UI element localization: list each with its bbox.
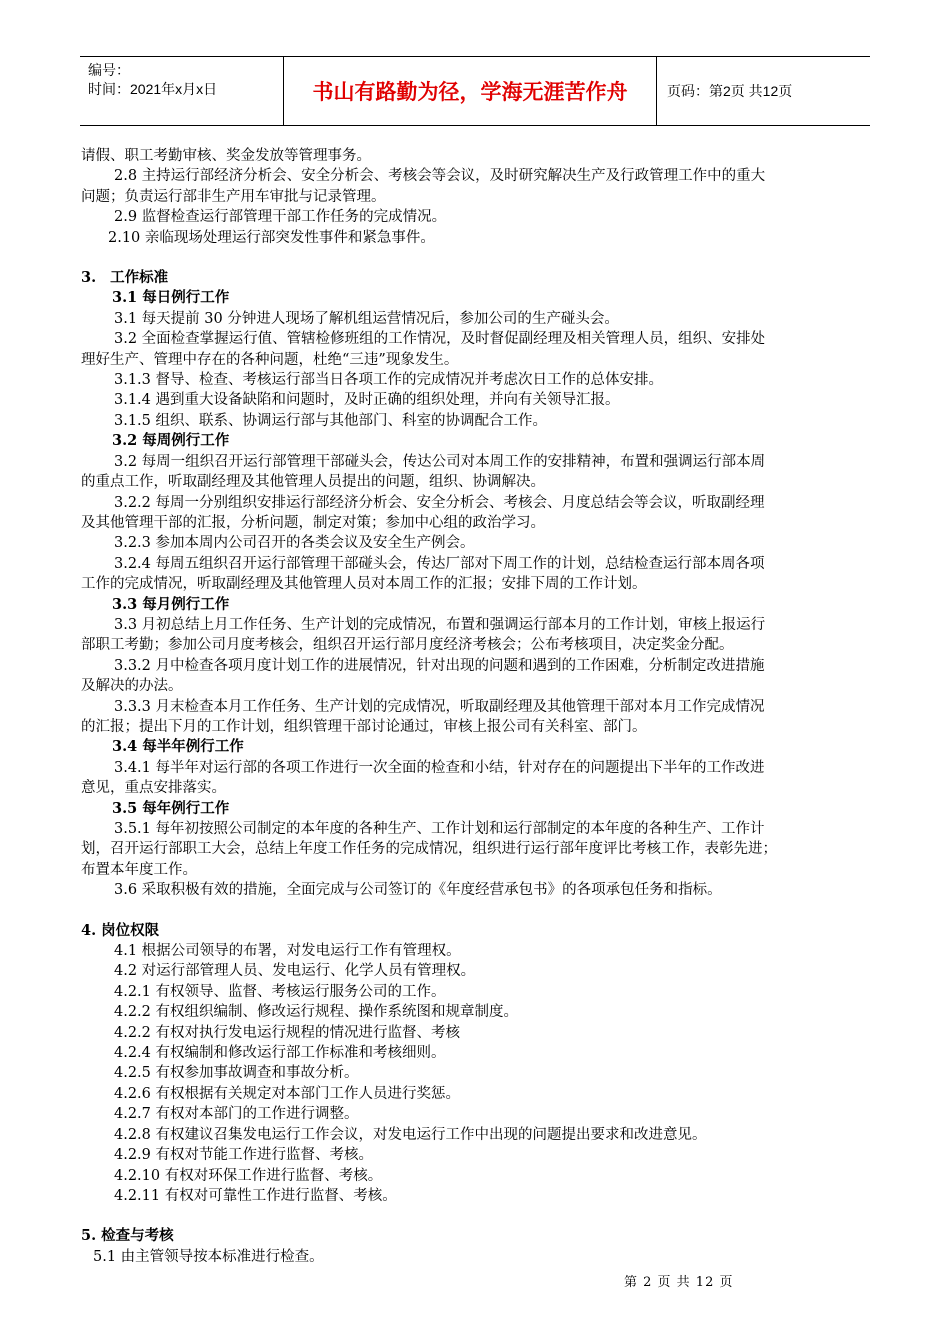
paragraph: 3.3 月初总结上月工作任务、生产计划的完成情况，布置和强调运行部本月的工作计划，审核上报运行 (114, 616, 766, 633)
paragraph: 3.2 全面检查掌握运行值、管辖检修班组的工作情况，及时督促副经理及相关管理人员，组织、安排处 (114, 331, 766, 348)
paragraph: 5.1 由主管领导按本标准进行检查。 (93, 1248, 324, 1265)
list-item: 4.2.4 有权编制和修改运行部工作标准和考核细则。 (114, 1045, 446, 1062)
subsection-heading: 3.1 每日例行工作 (112, 289, 230, 307)
paragraph: 意见，重点安排落实。 (81, 780, 226, 797)
list-item: 4.2 对运行部管理人员、发电运行、化学人员有管理权。 (114, 963, 476, 980)
paragraph: 理好生产、管理中存在的各种问题，杜绝“三违”现象发生。 (81, 351, 459, 368)
paragraph: 3.2.2 每周一分别组织安排运行部经济分析会、安全分析会、考核会、月度总结会等会议，听取副经理 (114, 494, 765, 511)
paragraph: 3.2.3 参加本周内公司召开的各类会议及安全生产例会。 (114, 535, 475, 552)
subsection-heading: 3.5 每年例行工作 (112, 799, 230, 817)
page-footer: 第 2 页 共 12 页 (624, 1275, 734, 1290)
subsection-heading: 3.3 每月例行工作 (112, 595, 230, 613)
paragraph: 划，召开运行部职工大会，总结上年度工作任务的完成情况，组织进行运行部年度评比考核工作，表彰先进； (81, 841, 777, 858)
list-item: 4.2.10 有权对环保工作进行监督、考核。 (114, 1167, 383, 1184)
subsection-heading: 3.2 每周例行工作 (112, 432, 230, 450)
section-title: 工作标准 (110, 269, 169, 287)
section-number: 3. (81, 269, 97, 287)
list-item: 4.2.2 有权对执行发电运行规程的情况进行监督、考核 (114, 1024, 461, 1041)
header-page-info: 页码：第2页 共12页 (667, 83, 793, 99)
paragraph: 3.6 采取积极有效的措施，全面完成与公司签订的《年度经营承包书》的各项承包任务和指标。 (114, 882, 722, 899)
paragraph: 3.1.5 组织、联系、协调运行部与其他部门、科室的协调配合工作。 (114, 412, 548, 429)
paragraph: 3.2 每周一组织召开运行部管理干部碰头会，传达公司对本周工作的安排精神，布置和强调运行部本周 (114, 453, 766, 470)
document-number-label: 编号： (88, 62, 130, 78)
paragraph: 及解决的办法。 (81, 678, 183, 695)
list-item: 4.2.1 有权领导、监督、考核运行服务公司的工作。 (114, 983, 446, 1000)
subsection-heading: 3.4 每半年例行工作 (112, 738, 244, 756)
section-heading-5: 5. 检查与考核 (81, 1227, 174, 1245)
paragraph: 3.2.4 每周五组织召开运行部管理干部碰头会，传达厂部对下周工作的计划，总结检查运行部本周各项 (114, 555, 765, 572)
paragraph: 3.1.3 督导、检查、考核运行部当日各项工作的完成情况并考虑次日工作的总体安排。 (114, 372, 664, 389)
paragraph: 3.5.1 每年初按照公司制定的本年度的各种生产、工作计划和运行部制定的本年度的各种生产、工作计 (114, 821, 765, 837)
page-header (80, 56, 870, 126)
list-item: 4.2.9 有权对节能工作进行监督、考核。 (114, 1147, 374, 1164)
permissions-list (81, 941, 871, 1206)
paragraph: 问题；负责运行部非生产用车审批与记录管理。 (81, 188, 386, 205)
document-body (81, 146, 871, 1267)
list-item: 4.2.11 有权对可靠性工作进行监督、考核。 (114, 1187, 397, 1204)
header-motto: 书山有路勤为径，学海无涯苦作舟 (284, 57, 657, 125)
section-heading-4: 4. 岗位权限 (81, 921, 160, 939)
paragraph: 的重点工作，听取副经理及其他管理人员提出的问题，组织、协调解决。 (81, 474, 545, 491)
paragraph: 部职工考勤；参加公司月度考核会，组织召开运行部月度经济考核会；公布考核项目，决定奖金分配。 (81, 637, 734, 654)
list-item: 4.2.7 有权对本部门的工作进行调整。 (114, 1106, 359, 1123)
paragraph: 布置本年度工作。 (81, 861, 197, 878)
paragraph: 3.3.2 月中检查各项月度计划工作的进展情况，针对出现的问题和遇到的工作困难，分析制定改进措施 (114, 657, 765, 674)
paragraph: 3.4.1 每半年对运行部的各项工作进行一次全面的检查和小结，针对存在的问题提出下半年的工作改进 (114, 759, 765, 776)
list-item: 4.2.5 有权参加事故调查和事故分析。 (114, 1065, 359, 1082)
paragraph: 2.10 亲临现场处理运行部突发性事件和紧急事件。 (108, 229, 435, 246)
paragraph: 请假、职工考勤审核、奖金发放等管理事务。 (81, 148, 371, 164)
paragraph: 3.3.3 月末检查本月工作任务、生产计划的完成情况，听取副经理及其他管理干部对本月工作完成情况 (114, 698, 765, 715)
paragraph: 工作的完成情况，听取副经理及其他管理人员对本周工作的汇报；安排下周的工作计划。 (81, 576, 647, 593)
list-item: 4.2.6 有权根据有关规定对本部门工作人员进行奖惩。 (114, 1085, 461, 1102)
list-item: 4.2.2 有权组织编制、修改运行规程、操作系统图和规章制度。 (114, 1004, 519, 1021)
paragraph: 2.9 监督检查运行部管理干部工作任务的完成情况。 (114, 209, 447, 226)
list-item: 4.1 根据公司领导的布署，对发电运行工作有管理权。 (114, 943, 461, 960)
paragraph: 3.1.4 遇到重大设备缺陷和问题时，及时正确的组织处理，并向有关领导汇报。 (114, 392, 620, 409)
paragraph: 2.8 主持运行部经济分析会、安全分析会、考核会等会议，及时研究解决生产及行政管理工作中的重大 (114, 168, 766, 185)
document-time: 时间：2021年x月x日 (88, 81, 218, 97)
paragraph: 的汇报；提出下月的工作计划，组织管理干部讨论通过，审核上报公司有关科室、部门。 (81, 718, 647, 735)
paragraph: 3.1 每天提前 30 分钟进人现场了解机组运营情况后，参加公司的生产碰头会。 (114, 310, 619, 327)
paragraph: 及其他管理干部的汇报，分析问题，制定对策；参加中心组的政治学习。 (81, 514, 545, 531)
header-meta (80, 57, 284, 125)
list-item: 4.2.8 有权建议召集发电运行工作会议，对发电运行工作中出现的问题提出要求和改进意见。 (114, 1126, 707, 1143)
section-heading-3 (81, 268, 871, 288)
